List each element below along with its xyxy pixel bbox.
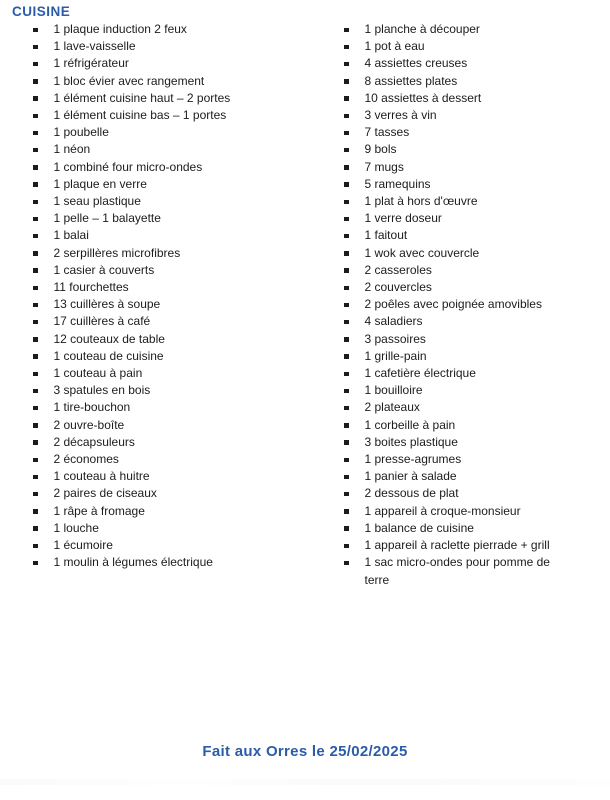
square-bullet-icon: [344, 165, 349, 170]
item-label: 1 couteau à pain: [53, 366, 143, 381]
list-item: [344, 348, 610, 365]
scan-artifact: [0, 779, 610, 785]
square-bullet-icon: [33, 303, 38, 308]
inventory-columns: [0, 21, 610, 589]
item-label: 1 cafetière électrique: [364, 366, 476, 381]
list-item: [344, 296, 610, 313]
square-bullet-icon: [344, 182, 349, 187]
square-bullet-icon: [33, 354, 38, 359]
square-bullet-icon: [33, 148, 38, 153]
list-item: [33, 520, 305, 537]
list-item: [344, 245, 610, 262]
list-item: [33, 365, 305, 382]
list-item: [33, 262, 305, 279]
list-item: [344, 90, 610, 107]
item-label: 1 louche: [53, 520, 99, 535]
square-bullet-icon: [33, 423, 38, 428]
square-bullet-icon: [33, 389, 38, 394]
item-label: 7 tasses: [364, 125, 410, 140]
square-bullet-icon: [33, 45, 38, 50]
square-bullet-icon: [33, 200, 38, 205]
list-item: [33, 245, 305, 262]
item-label: 1 balai: [53, 228, 89, 243]
square-bullet-icon: [33, 79, 38, 84]
item-label: 1 pelle – 1 balayette: [53, 211, 161, 226]
square-bullet-icon: [33, 286, 38, 291]
item-label: 4 assiettes creuses: [364, 56, 468, 71]
list-item: [344, 417, 610, 434]
item-label: 1 wok avec couvercle: [364, 245, 480, 260]
list-item: [33, 124, 305, 141]
list-item: [344, 38, 610, 55]
square-bullet-icon: [344, 28, 349, 33]
item-label: 1 élément cuisine bas – 1 portes: [53, 108, 227, 123]
list-item: [344, 537, 610, 554]
list-item: [33, 485, 305, 502]
list-item: [33, 451, 305, 468]
square-bullet-icon: [33, 96, 38, 101]
list-item: [33, 141, 305, 158]
list-item: [33, 90, 305, 107]
square-bullet-icon: [344, 62, 349, 67]
square-bullet-icon: [344, 406, 349, 411]
item-label: 1 couteau de cuisine: [53, 348, 164, 363]
list-item: [33, 434, 305, 451]
list-item: [344, 210, 610, 227]
item-label: 2 poêles avec poignée amovibles: [364, 297, 542, 312]
list-item: [344, 331, 610, 348]
square-bullet-icon: [344, 389, 349, 394]
list-item: [344, 193, 610, 210]
item-label: 2 ouvre-boîte: [53, 417, 125, 432]
item-label: 1 faitout: [364, 228, 408, 243]
item-label: 4 saladiers: [364, 314, 423, 329]
list-item: [33, 55, 305, 72]
item-label: 5 ramequins: [364, 176, 431, 191]
item-label: 1 corbeille à pain: [364, 417, 456, 432]
square-bullet-icon: [344, 509, 349, 514]
square-bullet-icon: [344, 372, 349, 377]
square-bullet-icon: [344, 148, 349, 153]
item-label: 8 assiettes plates: [364, 73, 458, 88]
item-label: 1 plaque induction 2 feux: [53, 22, 187, 36]
item-label: 1 balance de cuisine: [364, 520, 474, 535]
list-item: [344, 365, 610, 382]
inventory-list-right: [305, 21, 610, 589]
list-item: [344, 279, 610, 296]
list-item: [344, 141, 610, 158]
square-bullet-icon: [344, 251, 349, 256]
item-label: 9 bols: [364, 142, 397, 157]
item-label: 1 combiné four micro-ondes: [53, 159, 203, 174]
item-label: 1 élément cuisine haut – 2 portes: [53, 90, 231, 105]
list-item: [344, 520, 610, 537]
square-bullet-icon: [33, 372, 38, 377]
item-label: 1 lave-vaisselle: [53, 39, 136, 54]
square-bullet-icon: [344, 492, 349, 497]
square-bullet-icon: [33, 131, 38, 136]
list-item: [33, 210, 305, 227]
item-label: 2 dessous de plat: [364, 486, 459, 501]
item-label: 3 verres à vin: [364, 108, 437, 123]
square-bullet-icon: [344, 45, 349, 50]
list-item: [33, 417, 305, 434]
square-bullet-icon: [344, 96, 349, 101]
list-item: [33, 348, 305, 365]
list-item: [344, 73, 610, 90]
list-item: [33, 279, 305, 296]
list-item: [344, 434, 610, 451]
item-label: 1 bloc évier avec rangement: [53, 73, 205, 88]
square-bullet-icon: [344, 354, 349, 359]
item-label: 7 mugs: [364, 159, 404, 174]
list-item: [33, 296, 305, 313]
square-bullet-icon: [344, 475, 349, 480]
square-bullet-icon: [33, 509, 38, 514]
list-item: [344, 451, 610, 468]
item-label: 1 appareil à croque-monsieur: [364, 503, 521, 518]
list-item: [33, 554, 305, 571]
square-bullet-icon: [344, 423, 349, 428]
square-bullet-icon: [344, 79, 349, 84]
item-label: 1 écumoire: [53, 538, 113, 553]
list-item: [344, 503, 610, 520]
list-item: [33, 399, 305, 416]
square-bullet-icon: [33, 217, 38, 222]
square-bullet-icon: [344, 114, 349, 119]
item-label: 1 tire-bouchon: [53, 400, 131, 415]
page-title: CUISINE: [12, 4, 71, 19]
square-bullet-icon: [344, 268, 349, 273]
square-bullet-icon: [344, 337, 349, 342]
square-bullet-icon: [33, 320, 38, 325]
list-item: [33, 73, 305, 90]
square-bullet-icon: [344, 200, 349, 205]
square-bullet-icon: [33, 337, 38, 342]
item-label: 3 boites plastique: [364, 434, 458, 449]
square-bullet-icon: [33, 458, 38, 463]
footer-date-line: Fait aux Orres le 25/02/2025: [202, 743, 408, 760]
item-label: 1 râpe à fromage: [53, 503, 145, 518]
list-item: [33, 382, 305, 399]
item-label: 1 appareil à raclette pierrade + grill: [364, 538, 550, 553]
list-item: [344, 159, 610, 176]
list-item: [344, 485, 610, 502]
item-label: 2 paires de ciseaux: [53, 486, 157, 501]
item-label: 2 serpillères microfibres: [53, 245, 181, 260]
item-label: 1 plat à hors d'œuvre: [364, 194, 478, 209]
list-item: [33, 176, 305, 193]
item-label: 1 couteau à huitre: [53, 469, 150, 484]
square-bullet-icon: [33, 406, 38, 411]
list-item: [344, 227, 610, 244]
item-label: 1 planche à découper: [364, 22, 480, 36]
item-label: 1 réfrigérateur: [53, 56, 129, 71]
square-bullet-icon: [33, 234, 38, 239]
square-bullet-icon: [33, 561, 38, 566]
square-bullet-icon: [33, 62, 38, 67]
list-item: [344, 21, 610, 38]
list-item: [33, 313, 305, 330]
list-item: [33, 159, 305, 176]
square-bullet-icon: [344, 320, 349, 325]
list-item: [344, 176, 610, 193]
list-item: [33, 193, 305, 210]
square-bullet-icon: [344, 217, 349, 222]
square-bullet-icon: [33, 526, 38, 531]
item-label: 1 bouilloire: [364, 383, 423, 398]
square-bullet-icon: [33, 268, 38, 273]
list-item: [344, 313, 610, 330]
item-label: 1 casier à couverts: [53, 262, 155, 277]
square-bullet-icon: [344, 544, 349, 549]
item-label: 1 moulin à légumes électrique: [53, 555, 213, 570]
item-label: 2 économes: [53, 452, 119, 467]
item-label: 2 casseroles: [364, 262, 432, 277]
list-item: [344, 262, 610, 279]
item-label: 1 poubelle: [53, 125, 109, 140]
square-bullet-icon: [344, 458, 349, 463]
square-bullet-icon: [344, 561, 349, 566]
square-bullet-icon: [33, 114, 38, 119]
item-label: 1 néon: [53, 142, 91, 157]
item-label: 11 fourchettes: [53, 280, 129, 295]
list-item: [33, 468, 305, 485]
list-item: [33, 21, 305, 38]
item-label: 17 cuillères à café: [53, 314, 151, 329]
list-item: [33, 227, 305, 244]
square-bullet-icon: [33, 544, 38, 549]
item-label: 1 sac micro-ondes pour pomme de terre: [364, 555, 550, 587]
list-item: [33, 503, 305, 520]
inventory-list-left: [0, 21, 305, 589]
item-label: 1 presse-agrumes: [364, 452, 462, 467]
square-bullet-icon: [33, 165, 38, 170]
square-bullet-icon: [33, 28, 38, 33]
item-label: 1 seau plastique: [53, 194, 141, 209]
item-label: 3 passoires: [364, 331, 426, 346]
square-bullet-icon: [33, 492, 38, 497]
square-bullet-icon: [33, 251, 38, 256]
item-label: 2 couvercles: [364, 280, 432, 295]
square-bullet-icon: [344, 286, 349, 291]
list-item: [344, 554, 610, 588]
item-label: 2 décapsuleurs: [53, 434, 135, 449]
list-item: [33, 107, 305, 124]
square-bullet-icon: [33, 182, 38, 187]
list-item: [344, 468, 610, 485]
item-label: 1 pot à eau: [364, 39, 425, 54]
square-bullet-icon: [33, 440, 38, 445]
square-bullet-icon: [344, 234, 349, 239]
list-item: [344, 382, 610, 399]
square-bullet-icon: [344, 526, 349, 531]
item-label: 1 verre doseur: [364, 211, 442, 226]
list-item: [344, 399, 610, 416]
item-label: 3 spatules en bois: [53, 383, 151, 398]
item-label: 13 cuillères à soupe: [53, 297, 161, 312]
item-label: 1 plaque en verre: [53, 176, 147, 191]
item-label: 1 panier à salade: [364, 469, 457, 484]
list-item: [33, 331, 305, 348]
list-item: [33, 38, 305, 55]
item-label: 10 assiettes à dessert: [364, 90, 482, 105]
square-bullet-icon: [33, 475, 38, 480]
square-bullet-icon: [344, 131, 349, 136]
item-label: 2 plateaux: [364, 400, 420, 415]
square-bullet-icon: [344, 303, 349, 308]
list-item: [344, 107, 610, 124]
list-item: [344, 55, 610, 72]
square-bullet-icon: [344, 440, 349, 445]
item-label: 12 couteaux de table: [53, 331, 165, 346]
item-label: 1 grille-pain: [364, 348, 427, 363]
list-item: [344, 124, 610, 141]
list-item: [33, 537, 305, 554]
